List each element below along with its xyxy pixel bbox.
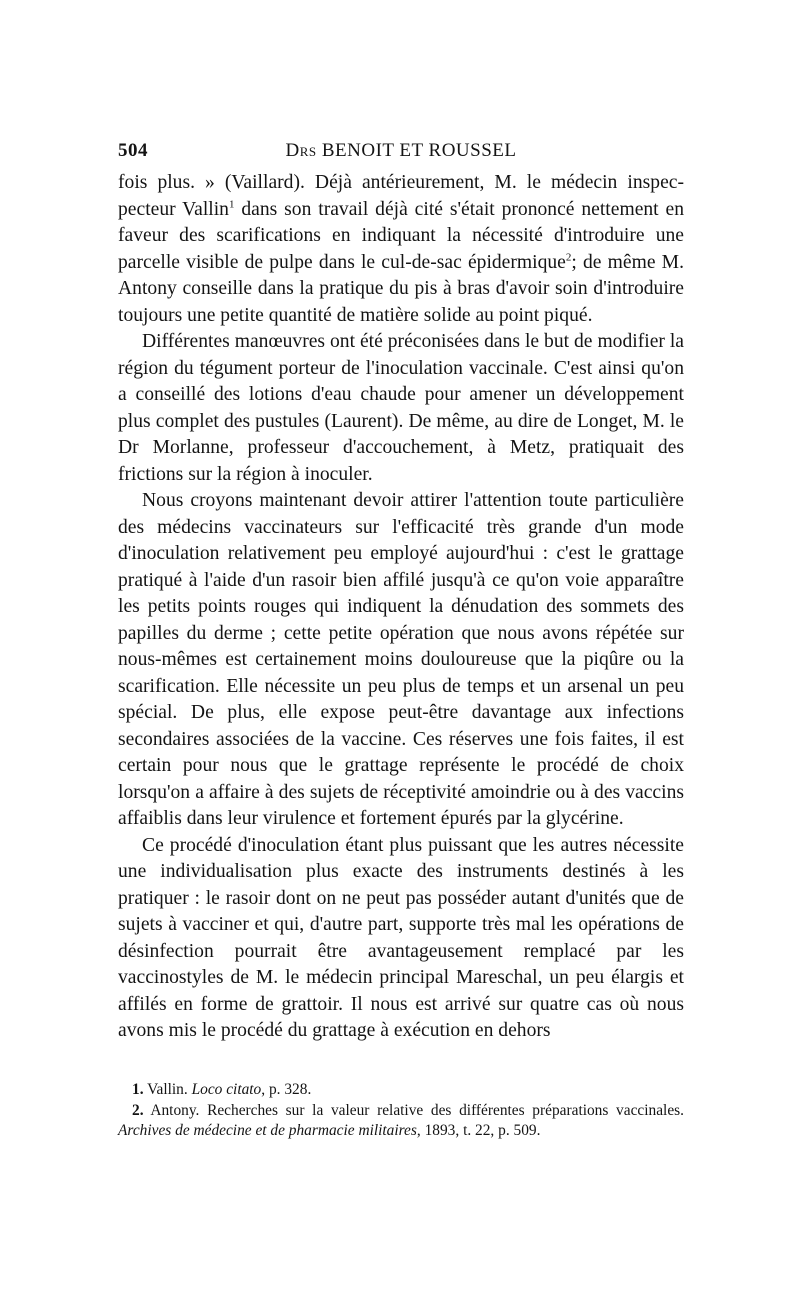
footnote-2 bbox=[118, 1101, 684, 1142]
page-number: 504 bbox=[118, 140, 148, 161]
footnote-marker-2: 2 bbox=[565, 250, 572, 263]
paragraph-1-part-a: fois plus. » (Vaillard). Déjà antérieurement, M. le médecin inspec-pecteur Vallin bbox=[118, 172, 684, 220]
page bbox=[118, 140, 684, 1045]
paragraph-1-part-c: ; de même M. Antony conseille dans la pratique du pis à bras d'avoir soin d'introduire toujours une petite quantité de matière solide au point piqué. bbox=[118, 251, 685, 326]
footnote-marker-1: 1 bbox=[228, 197, 235, 210]
footnote-2-text: Antony. Recherches sur la valeur relative des différentes préparations vaccinales. bbox=[143, 1101, 684, 1119]
footnote-2-journal: Archives de médecine et de pharmacie militaires bbox=[118, 1122, 417, 1139]
running-head bbox=[118, 140, 684, 170]
body-text bbox=[118, 170, 684, 1045]
footnote-1-reference: Loco citato bbox=[191, 1081, 262, 1098]
paragraph-2: Différentes manœuvres ont été préconisées dans le but de modifier la région du tégument porteur de l'inoculation vaccinale. C'est ainsi qu'on a conseillé des lotions d'eau chaude pour amener un développement plus complet des pustules (Laurent). De même, au dire de Longet, M. le Dr Morlanne, professeur d'accouchement, à Metz, pratiquait des frictions sur la région à inoculer. bbox=[118, 331, 684, 485]
footnote-1-author: Vallin. bbox=[143, 1081, 192, 1098]
footnotes bbox=[118, 1080, 684, 1142]
footnote-1-page: , p. 328. bbox=[261, 1081, 312, 1098]
paragraph-1 bbox=[118, 170, 684, 329]
paragraph-1-part-b: dans son travail déjà cité s'était prononcé nettement en faveur des scarifications en indiquant la nécessité d'introduire une parcelle visible de pulpe dans le cul-de-sac épidermique bbox=[118, 198, 685, 273]
paragraph-4: Ce procédé d'inoculation étant plus puissant que les autres nécessite une individualisation plus exacte des instruments destinés à les pratiquer : le rasoir dont on ne peut pas posséder autant d'unités que de sujets à vacciner et qui, d'autre part, supporte très mal les opérations de désinfection pourrait être avantageusement remplacé par les vaccinostyles de M. le médecin principal Mareschal, un peu élargis et affilés en forme de grattoir. Il nous est arrivé sur quatre cas où nous avons mis le procédé du grattage à exécution en dehors bbox=[118, 834, 684, 1041]
paragraph-3: Nous croyons maintenant devoir attirer l'attention toute particulière des médecins vaccinateurs sur l'efficacité très grande d'un mode d'inoculation relativement peu employé aujourd'hui : c'est le grattage pratiqué à l'aide d'un rasoir bien affilé jusqu'à ce qu'on voie apparaître les petits points rouges qui indiquent la dénudation des sommets des papilles du derme ; cette petite opération que nous avons répétée sur nous-mêmes est certainement moins douloureuse que la piqûre ou la scarification. Elle nécessite un peu plus de temps et un arsenal un peu spécial. De plus, elle expose peut-être davantage aux infections secondaires associées de la vaccine. Ces réserves une fois faites, il est certain pour nous que le grattage représente le procédé de choix lorsqu'on a affaire à des sujets de réceptivité amoindrie ou à des vaccins affaiblis dans leur virulence et fortement épurés par la glycérine. bbox=[118, 490, 684, 829]
footnote-1 bbox=[118, 1080, 684, 1101]
footnote-2-tail: , 1893, t. 22, p. 509. bbox=[416, 1122, 541, 1139]
footnote-1-number: 1. bbox=[132, 1081, 144, 1098]
running-title: Drs BENOIT ET ROUSSEL bbox=[285, 140, 517, 161]
footnote-2-number: 2. bbox=[132, 1101, 144, 1119]
